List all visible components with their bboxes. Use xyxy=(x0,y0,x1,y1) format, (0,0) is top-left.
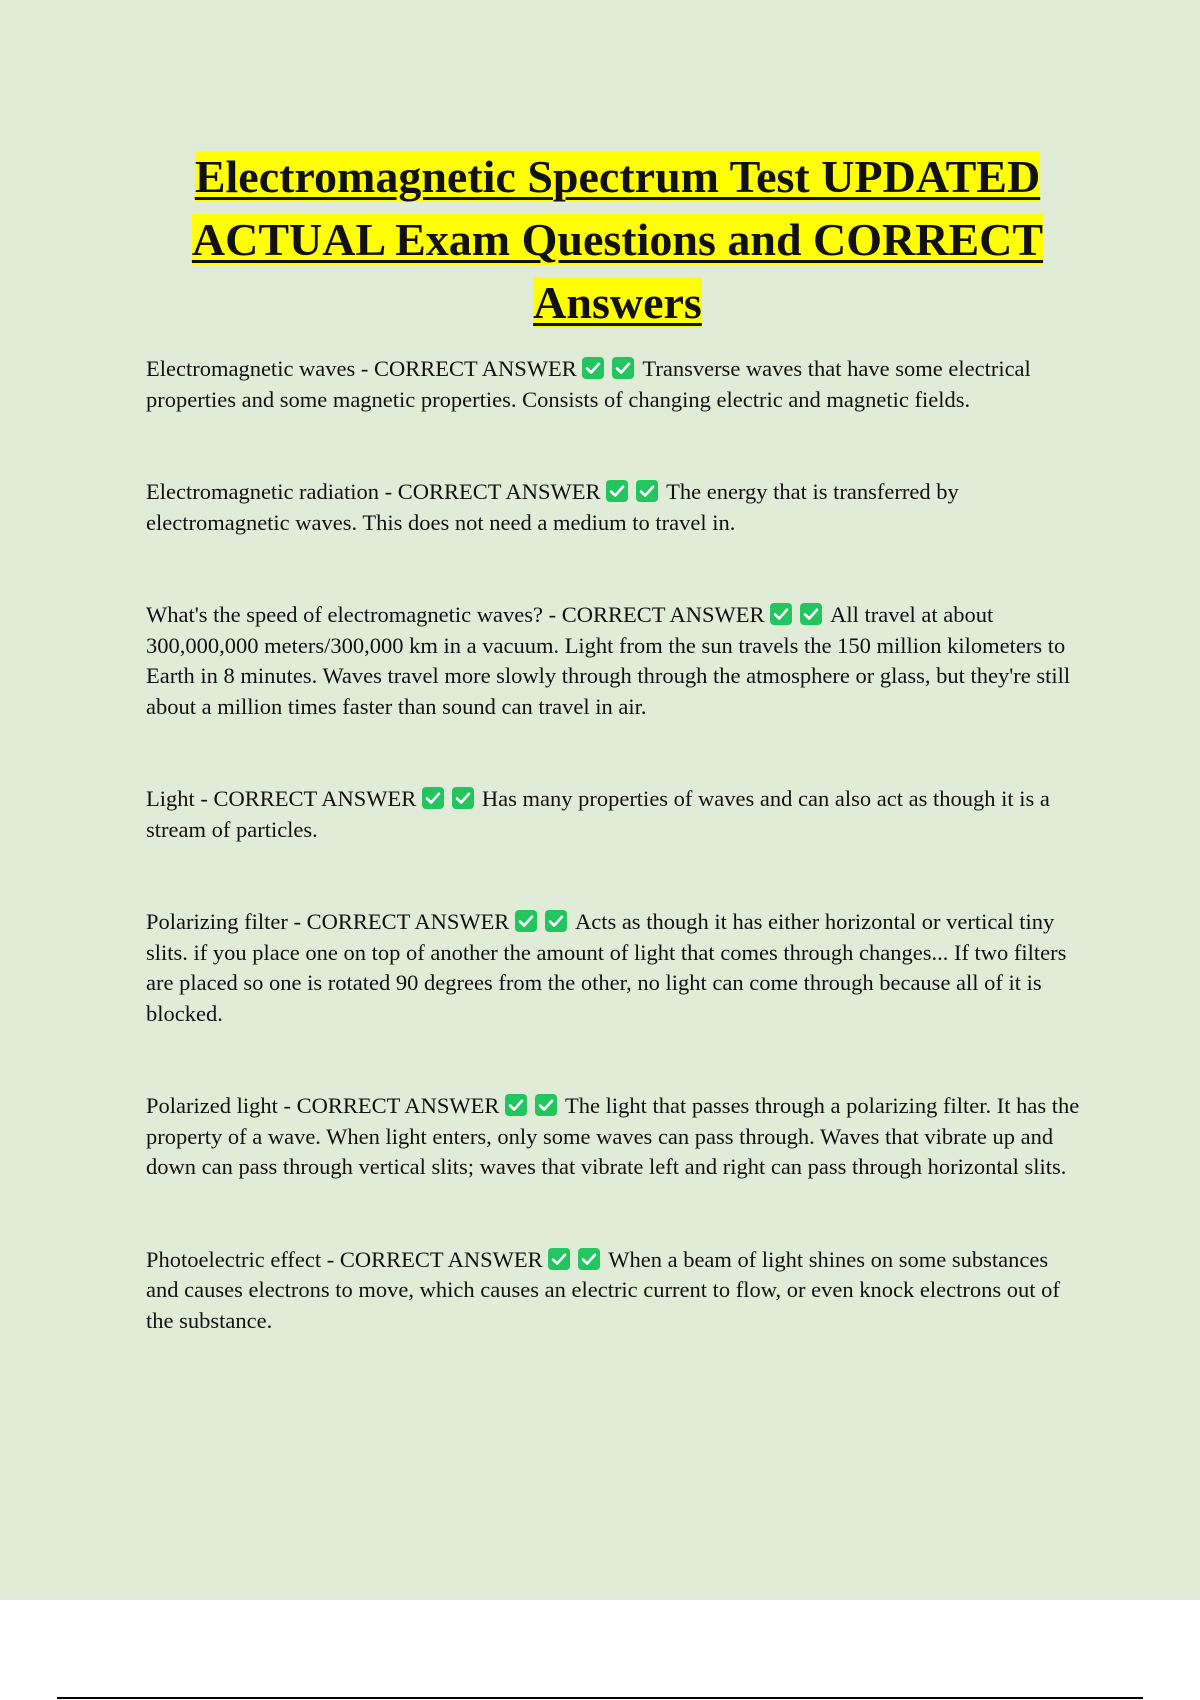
check-box-icon xyxy=(770,603,792,625)
qa-entry xyxy=(146,600,1081,722)
check-box-icon xyxy=(612,357,634,379)
question-text: What's the speed of electromagnetic waves? - CORRECT ANSWER xyxy=(146,602,765,627)
check-box-icon xyxy=(422,787,444,809)
check-box-icon xyxy=(548,1248,570,1270)
qa-list xyxy=(146,354,1081,1398)
qa-entry xyxy=(146,1245,1081,1337)
question-text: Polarized light - CORRECT ANSWER xyxy=(146,1093,500,1118)
question-text: Light - CORRECT ANSWER xyxy=(146,786,417,811)
answer-text: Has many properties of waves and can also act as though it is a stream of particles. xyxy=(146,786,1050,842)
answer-text: Transverse waves that have some electrical properties and some magnetic properties. Consists of changing electric and magnetic fields. xyxy=(146,356,1031,412)
answer-text: The energy that is transferred by electromagnetic waves. This does not need a medium to travel in. xyxy=(146,479,959,535)
answer-text: The light that passes through a polarizing filter. It has the property of a wave. When light enters, only some waves can pass through. Waves that vibrate up and down can pass through vertical slits; waves that vibrate left and right can pass through horizontal slits. xyxy=(146,1093,1080,1179)
qa-entry xyxy=(146,784,1081,845)
question-text: Electromagnetic radiation - CORRECT ANSWER xyxy=(146,479,601,504)
question-text: Photoelectric effect - CORRECT ANSWER xyxy=(146,1246,543,1272)
answer-text: All travel at about 300,000,000 meters/300,000 km in a vacuum. Light from the sun travels the 150 million kilometers to Earth in 8 minutes. Waves travel more slowly through through the atmosphere or glass, but they're still about a million times faster than sound can travel in air. xyxy=(146,602,1071,719)
check-box-icon xyxy=(545,910,567,932)
answer-text: When a beam of light shines on some substances and causes electrons to move, which causes an electric current to flow, or even knock electrons out of the substance. xyxy=(146,1246,1060,1333)
footer-divider xyxy=(57,1697,1143,1699)
question-text: Electromagnetic waves - CORRECT ANSWER xyxy=(146,356,577,381)
check-box-icon xyxy=(636,480,658,502)
qa-entry xyxy=(146,354,1081,415)
question-text: Polarizing filter - CORRECT ANSWER xyxy=(146,909,510,934)
qa-entry xyxy=(146,1091,1081,1183)
check-box-icon xyxy=(505,1094,527,1116)
check-box-icon xyxy=(606,480,628,502)
check-box-icon xyxy=(800,603,822,625)
check-box-icon xyxy=(535,1094,557,1116)
check-box-icon xyxy=(578,1248,600,1270)
qa-entry xyxy=(146,477,1081,538)
qa-entry xyxy=(146,907,1081,1029)
check-box-icon xyxy=(582,357,604,379)
answer-text: Acts as though it has either horizontal or vertical tiny slits. if you place one on top of another the amount of light that comes through changes... If two filters are placed so one is rotated 90 degrees from the other, no light can come through because all of it is blocked. xyxy=(146,909,1067,1026)
check-box-icon xyxy=(452,787,474,809)
document-title xyxy=(130,145,1105,334)
check-box-icon xyxy=(515,910,537,932)
document-title-text: Electromagnetic Spectrum Test UPDATED ACTUAL Exam Questions and CORRECT Answers xyxy=(191,151,1044,328)
